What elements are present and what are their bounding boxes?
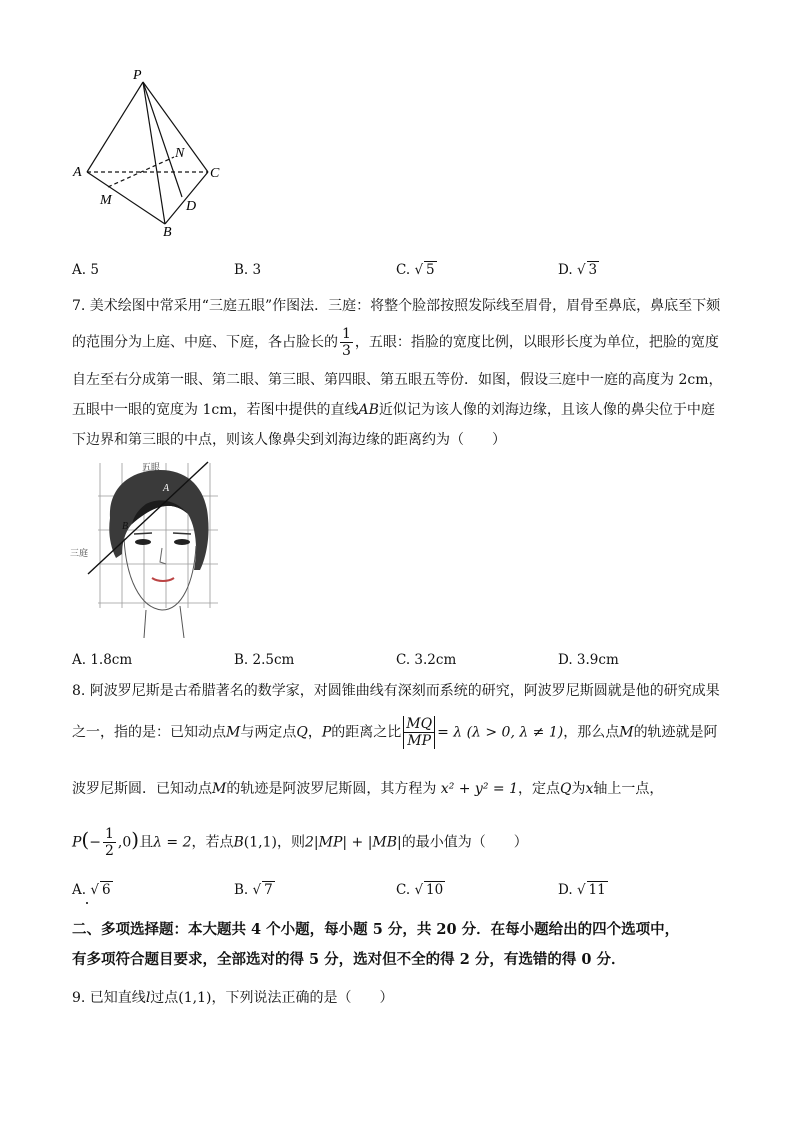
fraction-one-third: $\frac{1}{3}$ [342,326,351,359]
fig-label-wuyan: 五眼 [142,463,161,473]
q6-option-c[interactable]: C. √ 5 [396,262,435,278]
q6-option-d[interactable]: D. √ 3 [558,262,598,278]
q7-option-c[interactable]: C. 3.2cm [396,652,457,668]
label-B: B [163,225,172,240]
label-N: N [175,146,185,161]
label-P: P [133,68,142,83]
section2-line1: 二、多项选择题：本大题共 4 个小题，每小题 5 分，共 20 分．在每小题给出的四个选项中， [72,921,680,938]
face-figure [70,458,220,638]
q8-line2: 之一，指的是：已知动点M与两定点Q，P的距离之比 $\frac{MQ}{MP}$ = λ (λ > 0, λ ≠ 1)，那么点M的轨迹就是阿 [72,716,718,749]
tetrahedron-figure [60,62,240,242]
q7-line5: 下边界和第三眼的中点，则该人像鼻尖到刘海边缘的距离约为（ ） [72,432,506,448]
ratio-fraction: $\frac{MQ}{MP}$ [403,716,435,749]
q7-line1: 7. 美术绘图中常采用“三庭五眼”作图法．三庭：将整个脸部按照发际线至眉骨，眉骨至鼻底，鼻底至下颏 [72,298,721,314]
q8-option-a[interactable]: A. √ 6 [72,882,111,898]
fig-label-B: B [122,521,129,532]
q8-option-b[interactable]: B. √ 7 [234,882,273,898]
fig-label-A: A [163,483,170,494]
fig-label-santing: 三庭 [70,549,89,559]
q6-option-b[interactable]: B. 3 [234,262,262,278]
label-D: D [186,199,197,214]
q7-line3: 自左至右分成第一眼、第二眼、第三眼、第四眼、第五眼五等份．如图，假设三庭中一庭的高度为 2cm， [72,372,723,388]
q7-option-a[interactable]: A. 1.8cm [72,652,133,668]
q8-option-c[interactable]: C. √ 10 [396,882,444,898]
q7-option-d[interactable]: D. 3.9cm [558,652,619,668]
label-A: A [73,165,82,180]
q6-option-a[interactable]: A. 5 [72,262,99,278]
stray-dot [86,902,88,904]
q7-line2: 的范围分为上庭、中庭、下庭，各占脸长的 $\frac{1}{3}$ ，五眼：指脸的宽度比例，以眼形长度为单位，把脸的宽度 [72,326,719,359]
q8-option-d[interactable]: D. √ 11 [558,882,606,898]
q8-line4: P(− $\frac{1}{2}$ ,0)且λ = 2，若点B(1,1)，则2|MP| + |MB|的最小值为（ ） [72,826,528,859]
q8-line1: 8. 阿波罗尼斯是古希腊著名的数学家，对圆锥曲线有深刻而系统的研究，阿波罗尼斯圆就是他的研究成果 [72,683,720,699]
label-M: M [100,193,112,208]
q8-line3: 波罗尼斯圆．已知动点M的轨迹是阿波罗尼斯圆，其方程为 x² + y² = 1，定点Q为x轴上一点， [72,781,664,797]
section2-line2: 有多项符合题目要求，全部选对的得 5 分，选对但不全的得 2 分，有选错的得 0 分． [72,951,626,968]
label-C: C [210,166,220,181]
q7-option-b[interactable]: B. 2.5cm [234,652,295,668]
q7-line4: 五眼中一眼的宽度为 1cm，若图中提供的直线AB近似记为该人像的刘海边缘，且该人像的鼻尖位于中庭 [72,402,715,418]
q9-line: 9. 已知直线l过点(1,1)，下列说法正确的是（ ） [72,990,394,1006]
